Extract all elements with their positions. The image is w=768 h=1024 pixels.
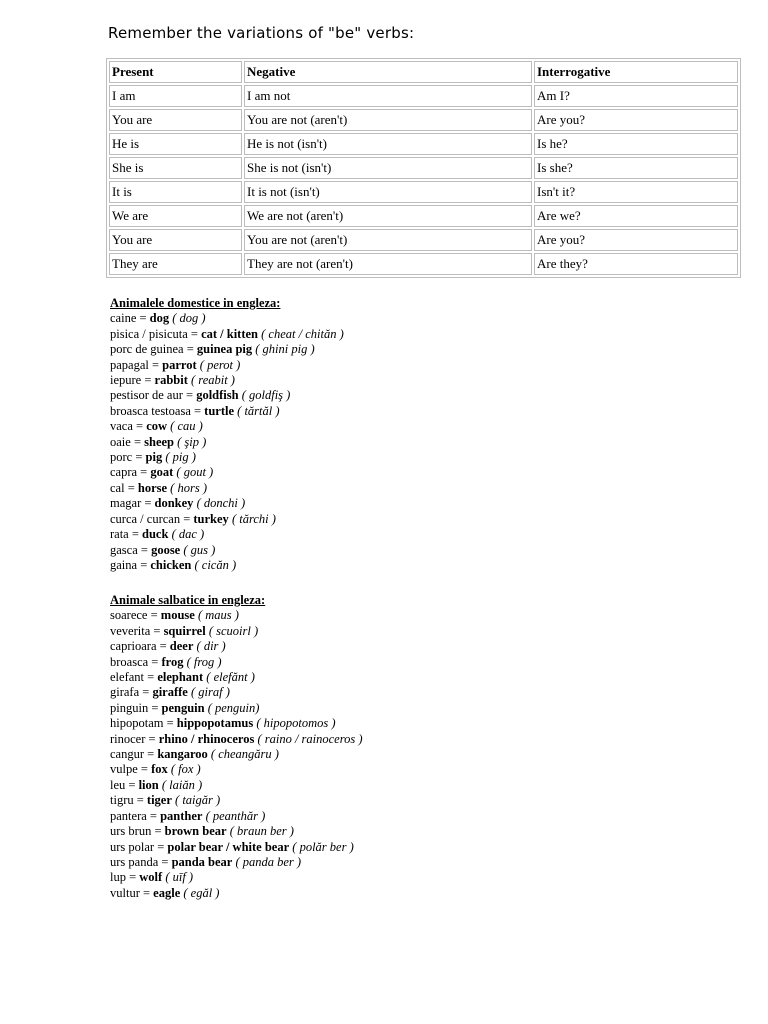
english-word: panther [160,808,203,823]
vocab-line [110,608,363,623]
romanian-word: vultur = [110,885,154,900]
vocab-line [110,435,344,450]
vocab-line [110,670,363,685]
cell-present: You are [109,229,242,251]
vocab-line [110,496,344,511]
romanian-word: hipopotam = [110,716,177,731]
romanian-word: soarece = [110,608,161,623]
table-row [109,85,738,107]
romanian-word: pestisor de aur = [110,388,197,403]
english-word: polar bear / white bear [167,839,290,854]
romanian-word: caprioara = [110,639,170,654]
vocab-line [110,762,363,777]
romanian-word: cangur = [110,747,158,762]
pronunciation: ( gus ) [180,542,216,557]
english-word: horse [137,480,168,495]
english-word: parrot [162,357,197,372]
cell-interrogative: Am I? [534,85,738,107]
romanian-word: vulpe = [110,762,152,777]
pronunciation: ( laiăn ) [158,777,203,792]
vocab-line [110,311,344,326]
romanian-word: pinguin = [110,700,162,715]
cell-interrogative: Are we? [534,205,738,227]
romanian-word: porc de guinea = [110,342,197,357]
pronunciation: ( taigăr ) [171,793,221,808]
romanian-word: cal = [110,480,138,495]
cell-negative: You are not (aren't) [244,229,532,251]
vocab-line [110,624,363,639]
vocab-line [110,388,344,403]
pronunciation: ( egăl ) [180,885,220,900]
romanian-word: leu = [110,777,139,792]
vocab-line [110,358,344,373]
table-row [109,229,738,251]
pronunciation: ( cau ) [167,419,203,434]
cell-negative: I am not [244,85,532,107]
romanian-word: gaina = [110,557,151,572]
english-word: turkey [193,511,229,526]
pronunciation: ( uīf ) [162,870,194,885]
english-word: elephant [157,670,204,685]
cell-negative: He is not (isn't) [244,133,532,155]
pronunciation: ( ghini pig ) [252,342,315,357]
pronunciation: ( peanthăr ) [202,808,266,823]
romanian-word: rinocer = [110,731,159,746]
cell-interrogative: Isn't it? [534,181,738,203]
table-row [109,253,738,275]
romanian-word: urs brun = [110,824,165,839]
romanian-word: girafa = [110,685,153,700]
pronunciation: ( penguin) [204,700,260,715]
vocab-line [110,655,363,670]
english-word: tiger [146,793,172,808]
romanian-word: pisica / pisicuta = [110,326,202,341]
vocab-line [110,809,363,824]
vocab-line [110,512,344,527]
pronunciation: ( perot ) [196,357,241,372]
english-word: cat / kitten [201,326,258,341]
pronunciation: ( maus ) [194,608,239,623]
cell-present: She is [109,157,242,179]
english-word: brown bear [164,824,227,839]
english-word: rabbit [154,373,188,388]
table-row [109,133,738,155]
pronunciation: ( şip ) [174,434,207,449]
vocab-line [110,404,344,419]
vocab-line [110,716,363,731]
english-word: hippopotamus [176,716,254,731]
cell-interrogative: Is she? [534,157,738,179]
table-row [109,181,738,203]
romanian-word: lup = [110,870,140,885]
romanian-word: rata = [110,527,143,542]
english-word: lion [138,777,159,792]
pronunciation: ( gout ) [173,465,214,480]
romanian-word: veverita = [110,623,164,638]
vocab-line [110,747,363,762]
english-word: frog [161,654,184,669]
wild-animals-section [110,593,363,901]
pronunciation: ( hipopotomos ) [253,716,336,731]
romanian-word: gasca = [110,542,152,557]
cell-interrogative: Are they? [534,253,738,275]
english-word: eagle [153,885,181,900]
pronunciation: ( tărchi ) [228,511,276,526]
romanian-word: vaca = [110,419,147,434]
pronunciation: ( tărtăl ) [234,403,280,418]
english-word: penguin [161,700,205,715]
english-word: sheep [144,434,174,449]
vocab-line [110,558,344,573]
pronunciation: ( raino / rainoceros ) [254,731,363,746]
pronunciation: ( frog ) [183,654,222,669]
pronunciation: ( hors ) [167,480,207,495]
romanian-word: caine = [110,311,150,326]
table-row [109,157,738,179]
vocabulary-list [110,311,344,573]
vocab-line [110,450,344,465]
vocabulary-list [110,608,363,901]
english-word: goose [151,542,181,557]
vocab-line [110,778,363,793]
vocab-line [110,327,344,342]
vocab-line [110,685,363,700]
cell-present: It is [109,181,242,203]
english-word: kangaroo [157,747,208,762]
vocab-line [110,732,363,747]
english-word: duck [142,527,169,542]
cell-negative: She is not (isn't) [244,157,532,179]
pronunciation: ( donchi ) [193,496,246,511]
english-word: giraffe [152,685,188,700]
vocab-line [110,373,344,388]
page-title: Remember the variations of "be" verbs: [108,24,415,42]
vocab-line [110,793,363,808]
english-word: dog [149,311,170,326]
cell-interrogative: Are you? [534,109,738,131]
english-word: squirrel [163,623,206,638]
english-word: fox [151,762,168,777]
cell-negative: We are not (aren't) [244,205,532,227]
header-negative: Negative [244,61,532,83]
pronunciation: ( reabit ) [187,373,235,388]
pronunciation: ( cheangăru ) [207,747,279,762]
english-word: cow [146,419,168,434]
be-verbs-table [106,58,741,278]
table-row [109,109,738,131]
romanian-word: urs polar = [110,839,168,854]
romanian-word: capra = [110,465,151,480]
english-word: deer [169,639,194,654]
section-heading: Animalele domestice in engleza: [110,296,281,310]
vocab-line [110,886,363,901]
romanian-word: tigru = [110,793,147,808]
english-word: panda bear [171,854,233,869]
vocab-line [110,481,344,496]
romanian-word: curca / curcan = [110,511,194,526]
cell-present: You are [109,109,242,131]
pronunciation: ( goldfiş ) [238,388,291,403]
domestic-animals-section [110,296,344,573]
vocab-line [110,342,344,357]
english-word: pig [145,450,163,465]
romanian-word: porc = [110,450,146,465]
english-word: goat [150,465,174,480]
cell-present: They are [109,253,242,275]
pronunciation: ( fox ) [167,762,201,777]
romanian-word: urs panda = [110,854,172,869]
vocab-line [110,639,363,654]
vocab-line [110,419,344,434]
pronunciation: ( polăr ber ) [289,839,354,854]
romanian-word: iepure = [110,373,155,388]
cell-interrogative: Is he? [534,133,738,155]
table-row [109,205,738,227]
vocab-line [110,824,363,839]
pronunciation: ( dac ) [168,527,205,542]
pronunciation: ( dog ) [169,311,206,326]
pronunciation: ( elefănt ) [203,670,255,685]
english-word: guinea pig [196,342,253,357]
cell-present: He is [109,133,242,155]
cell-negative: You are not (aren't) [244,109,532,131]
english-word: chicken [150,557,192,572]
vocab-line [110,870,363,885]
english-word: donkey [154,496,194,511]
pronunciation: ( braun ber ) [226,824,294,839]
cell-interrogative: Are you? [534,229,738,251]
pronunciation: ( panda ber ) [232,854,302,869]
romanian-word: papagal = [110,357,163,372]
english-word: wolf [139,870,163,885]
romanian-word: broasca = [110,654,162,669]
cell-present: I am [109,85,242,107]
pronunciation: ( giraf ) [187,685,230,700]
vocab-line [110,701,363,716]
cell-negative: It is not (isn't) [244,181,532,203]
romanian-word: elefant = [110,670,158,685]
english-word: mouse [160,608,195,623]
table-header-row [109,61,738,83]
pronunciation: ( cicăn ) [191,557,237,572]
romanian-word: magar = [110,496,155,511]
vocab-line [110,465,344,480]
vocab-line [110,527,344,542]
pronunciation: ( scuoirl ) [205,623,259,638]
header-present: Present [109,61,242,83]
romanian-word: pantera = [110,808,161,823]
cell-present: We are [109,205,242,227]
cell-negative: They are not (aren't) [244,253,532,275]
pronunciation: ( dir ) [193,639,226,654]
romanian-word: oaie = [110,434,145,449]
pronunciation: ( cheat / chităn ) [258,326,344,341]
romanian-word: broasca testoasa = [110,403,205,418]
vocab-line [110,543,344,558]
english-word: rhino / rhinoceros [158,731,255,746]
english-word: turtle [204,403,235,418]
section-heading: Animale salbatice in engleza: [110,593,266,607]
header-interrogative: Interrogative [534,61,738,83]
english-word: goldfish [196,388,239,403]
pronunciation: ( pig ) [162,450,196,465]
vocab-line [110,840,363,855]
vocab-line [110,855,363,870]
